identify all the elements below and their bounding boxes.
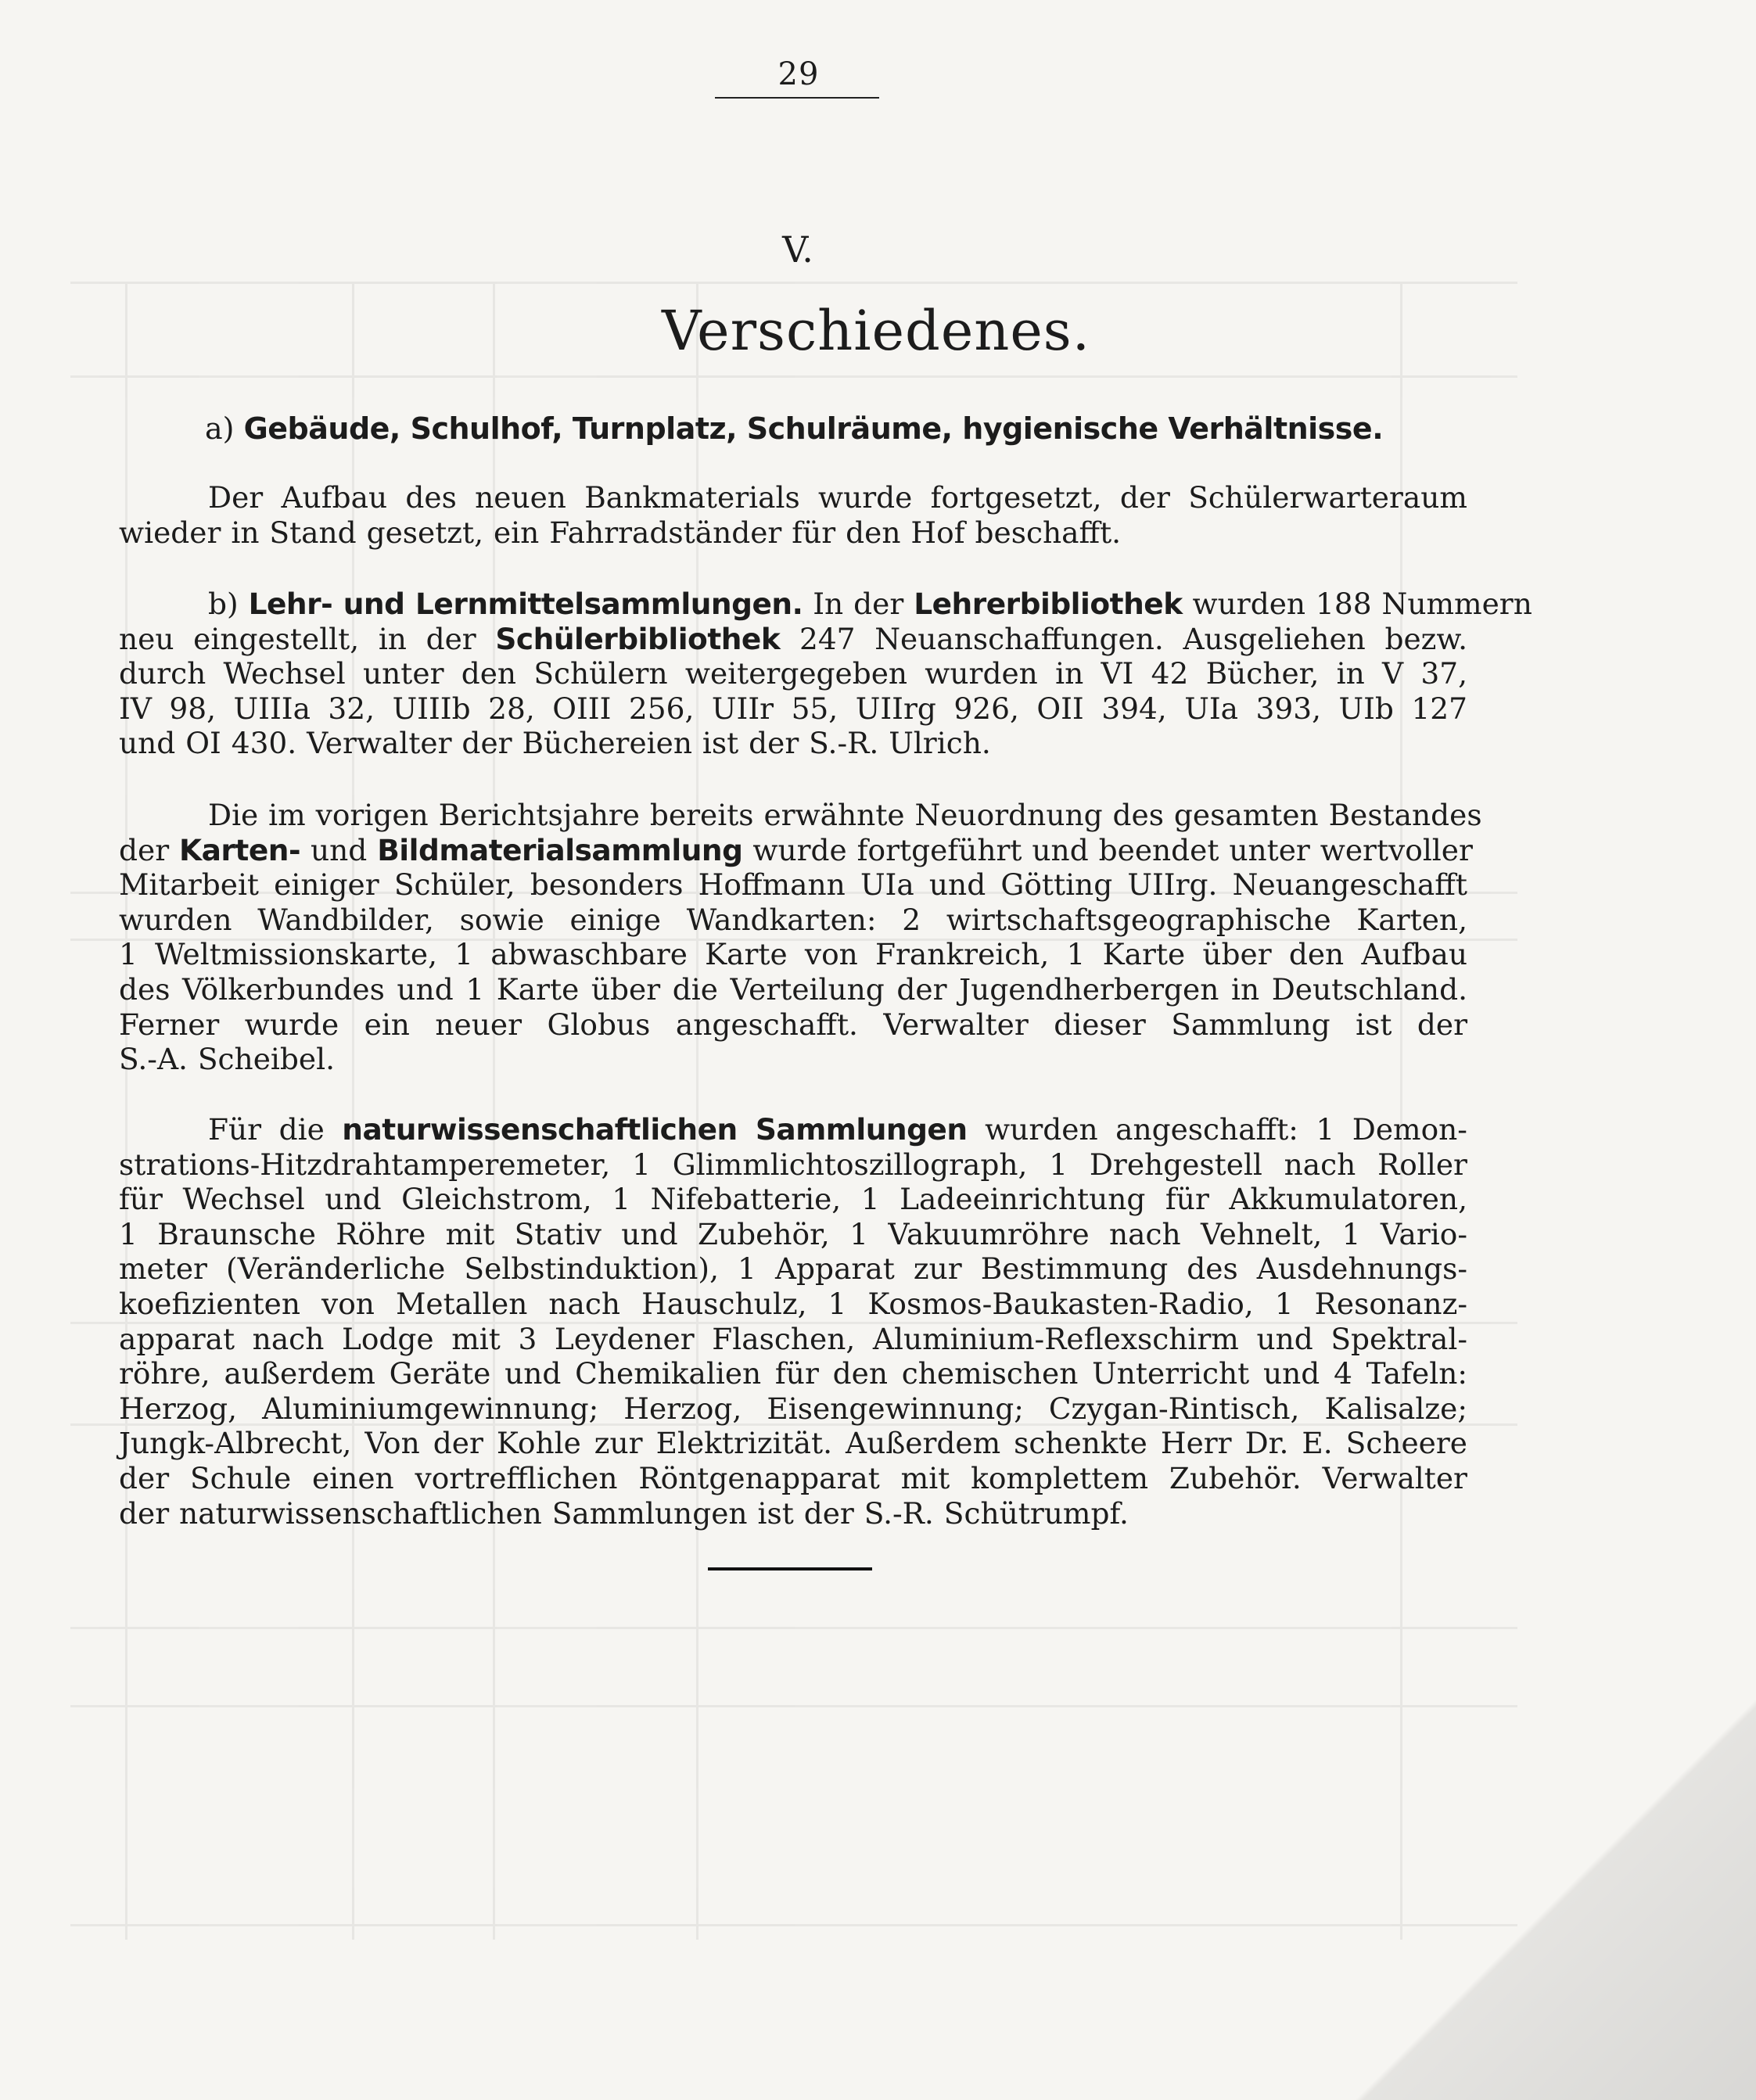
page-number-rule xyxy=(715,97,879,99)
lehrerbibliothek-term: Lehrerbibliothek xyxy=(914,587,1183,621)
paragraph-line: der naturwissenschaftlichen Sammlungen ist der S.-R. Schütrumpf. xyxy=(119,1495,1129,1531)
section-title: Verschiedenes. xyxy=(662,299,1090,363)
text-run: neu eingestellt, in der xyxy=(119,621,496,656)
paragraph-line: wurden Wandbilder, sowie einige Wandkarten: 2 wirtschaftsgeographische Karten, xyxy=(119,902,1467,937)
text-run: In der xyxy=(803,587,914,621)
paragraph-line: 1 Weltmissionskarte, 1 abwaschbare Karte von Frankreich, 1 Karte über den Aufbau xyxy=(119,937,1467,972)
paragraph-line: Der Aufbau des neuen Bankmaterials wurde fortgesetzt, der Schülerwarteraum xyxy=(208,480,1467,515)
paragraph-line: IV 98, UIIIa 32, UIIIb 28, OIII 256, UIIr 55, UIIrg 926, OII 394, UIa 393, UIb 127 xyxy=(119,691,1467,726)
paragraph-line xyxy=(119,587,1532,622)
subsection-b-paragraph xyxy=(119,587,1532,761)
paragraph-line: Mitarbeit einiger Schüler, besonders Hoffmann UIa und Götting UIIrg. Neuangeschafft xyxy=(119,867,1467,903)
subsection-a-heading xyxy=(205,411,1383,446)
paragraph-line: apparat nach Lodge mit 3 Leydener Flaschen, Aluminium-Reflexschirm und Spektral- xyxy=(119,1321,1467,1356)
text-run: wurden angeschafft: 1 Demon- xyxy=(967,1112,1467,1147)
science-paragraph xyxy=(119,1112,1467,1531)
paragraph-line: wieder in Stand gesetzt, ein Fahrradständer für den Hof beschafft. xyxy=(119,515,1122,550)
subsection-a-label: a) xyxy=(205,411,235,446)
paragraph-line xyxy=(119,622,1467,657)
paragraph-line xyxy=(119,832,1473,868)
paragraph-line: für Wechsel und Gleichstrom, 1 Nifebatterie, 1 Ladeeinrichtung für Akkumulatoren, xyxy=(119,1182,1467,1217)
text-run: der xyxy=(119,832,180,867)
paragraph-line: Herzog, Aluminiumgewinnung; Herzog, Eisengewinnung; Czygan-Rintisch, Kalisalze; xyxy=(119,1391,1467,1426)
text-run: wurden 188 Nummern xyxy=(1182,587,1532,621)
paragraph-line: strations-Hitzdrahtamperemeter, 1 Glimmlichtoszillograph, 1 Drehgestell nach Roller xyxy=(119,1147,1467,1182)
text-run: und xyxy=(300,832,378,867)
paragraph-line: Die im vorigen Berichtsjahre bereits erwähnte Neuordnung des gesamten Bestandes xyxy=(208,798,1482,832)
text-run: Für die xyxy=(208,1112,343,1147)
karten-term: Karten- xyxy=(179,832,301,867)
text-run: wurde fortgeführt und beendet unter wertvoller xyxy=(742,832,1473,867)
page-number: 29 xyxy=(777,56,820,92)
subsection-b-title: Lehr- und Lernmittelsammlungen. xyxy=(248,587,803,621)
paragraph-line: röhre, außerdem Geräte und Chemikalien für den chemischen Unterricht und 4 Tafeln: xyxy=(119,1356,1467,1391)
closing-rule xyxy=(708,1567,872,1571)
schuelerbibliothek-term: Schülerbibliothek xyxy=(495,621,781,656)
paragraph-line: koefizienten von Metallen nach Hauschulz, 1 Kosmos-Baukasten-Radio, 1 Resonanz- xyxy=(119,1286,1467,1321)
paragraph-line: des Völkerbundes und 1 Karte über die Verteilung der Jugendherbergen in Deutschland. xyxy=(119,971,1467,1007)
paragraph-line: S.-A. Scheibel. xyxy=(119,1042,336,1077)
scan-shadow xyxy=(1349,1615,1756,2100)
naturwissenschaftliche-sammlungen-term: naturwissenschaftlichen Sammlungen xyxy=(342,1112,968,1147)
paragraph-line: Jungk-Albrecht, Von der Kohle zur Elektrizität. Außerdem schenkte Herr Dr. E. Scheere xyxy=(119,1426,1467,1461)
paragraph-line: meter (Veränderliche Selbstinduktion), 1 Apparat zur Bestimmung des Ausdehnungs- xyxy=(119,1251,1467,1287)
subsection-b-label: b) xyxy=(208,587,239,621)
paragraph-line: und OI 430. Verwalter der Büchereien ist der S.-R. Ulrich. xyxy=(119,726,991,761)
maps-paragraph xyxy=(119,798,1482,1077)
paragraph-line: der Schule einen vortrefflichen Röntgenapparat mit komplettem Zubehör. Verwalter xyxy=(119,1460,1467,1495)
paragraph-line: 1 Braunsche Röhre mit Stativ und Zubehör, 1 Vakuumröhre nach Vehnelt, 1 Vario- xyxy=(119,1216,1467,1251)
subsection-a-paragraph xyxy=(119,480,1467,550)
bildmaterialsammlung-term: Bildmaterialsammlung xyxy=(377,832,743,867)
paragraph-line: durch Wechsel unter den Schülern weitergegeben wurden in VI 42 Bücher, in V 37, xyxy=(119,656,1467,691)
paragraph-line xyxy=(119,1112,1467,1147)
subsection-a-title: Gebäude, Schulhof, Turnplatz, Schulräume, hygienische Verhältnisse. xyxy=(243,411,1384,446)
paragraph-line: Ferner wurde ein neuer Globus angeschafft. Verwalter dieser Sammlung ist der xyxy=(119,1007,1467,1042)
section-number: V. xyxy=(782,228,813,271)
text-run: 247 Neuanschaffungen. Ausgeliehen bezw. xyxy=(780,621,1467,656)
